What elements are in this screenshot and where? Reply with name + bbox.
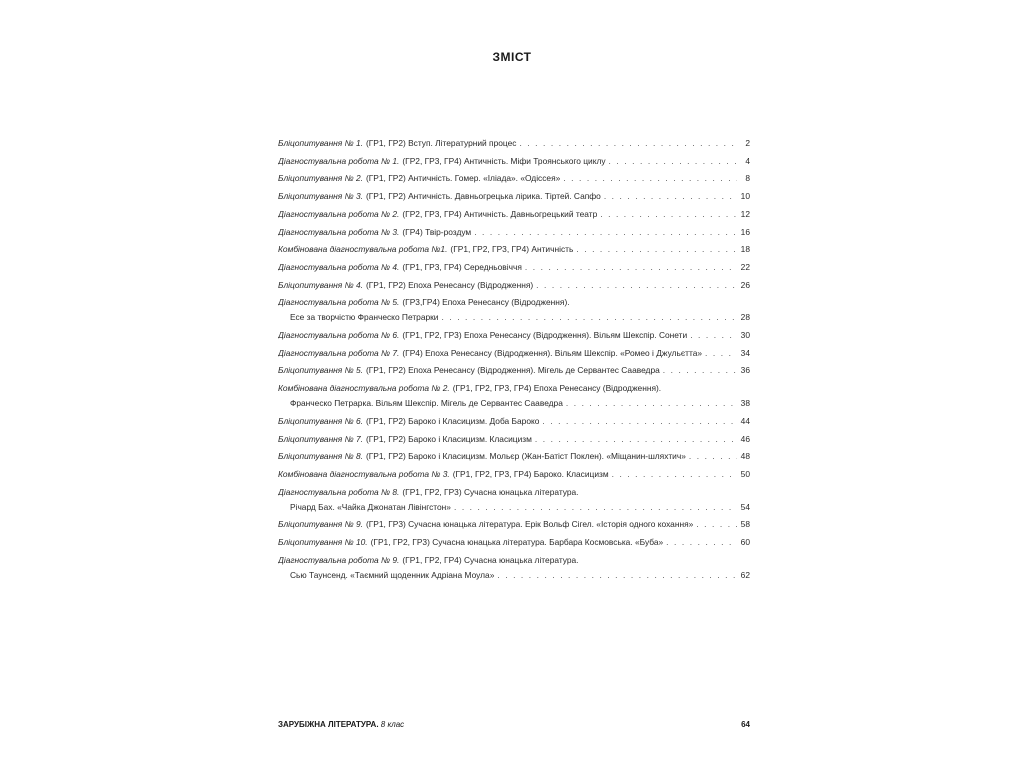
toc-entry-line xyxy=(278,280,750,295)
toc-entry xyxy=(278,469,750,484)
toc-entry-description: (ГР1, ГР2, ГР3, ГР4) Епоха Ренесансу (Відродження). xyxy=(452,383,662,394)
toc-entry-type: Комбінована діагностувальна робота № 2. xyxy=(278,383,450,394)
toc-entry-line xyxy=(278,469,750,484)
toc-entry-type: Бліцопитування № 10. xyxy=(278,537,368,547)
toc-entry-line xyxy=(278,365,750,380)
toc-leader-dots xyxy=(566,398,737,409)
toc-entry-description: (ГР1, ГР2, ГР3) Сучасна юнацька література. xyxy=(402,486,579,497)
toc-entry xyxy=(278,297,750,327)
toc-page-number: 22 xyxy=(740,261,750,272)
toc-page-number: 36 xyxy=(740,365,750,376)
toc-entry xyxy=(278,365,750,380)
toc-entry xyxy=(278,191,750,206)
toc-entry-type: Бліцопитування № 5. xyxy=(278,365,363,376)
toc-leader-dots xyxy=(454,502,737,513)
toc-entry-line xyxy=(278,312,750,327)
toc-page-number: 34 xyxy=(740,347,750,358)
toc-entry-type: Діагностувальна робота № 3. xyxy=(278,226,400,237)
toc-entry-description: (ГР1, ГР2, ГР3, ГР4) Античність xyxy=(450,244,574,255)
toc-entry-line xyxy=(278,156,750,171)
toc-entry xyxy=(278,173,750,188)
toc-entry xyxy=(278,348,750,363)
toc-entry-line xyxy=(278,297,750,312)
toc-page-number: 26 xyxy=(740,279,750,290)
toc-page-number: 10 xyxy=(740,191,750,202)
footer-book-name: ЗАРУБІЖНА ЛІТЕРАТУРА. xyxy=(278,720,379,729)
toc-entry xyxy=(278,416,750,431)
toc-leader-dots xyxy=(497,570,737,581)
toc-entry-description: (ГР1, ГР3, ГР4) Середньовіччя xyxy=(402,261,522,272)
footer-book-title xyxy=(278,720,404,729)
toc-entry-description: Франческо Петрарка. Вільям Шекспір. Мігель де Сервантес Сааведра xyxy=(290,398,563,409)
toc-entry-line xyxy=(278,383,750,398)
toc-entry-description: Сью Таунсенд. «Таємний щоденник Адріана Моула» xyxy=(290,569,495,580)
toc-entry-description: (ГР2, ГР3, ГР4) Античність. Міфи Троянського циклу xyxy=(402,155,606,166)
toc-entry-line xyxy=(278,191,750,206)
toc-page-number: 60 xyxy=(740,537,750,547)
toc-leader-dots xyxy=(525,262,737,273)
toc-entry-line xyxy=(278,227,750,242)
toc-entry xyxy=(278,451,750,466)
toc-page-number: 16 xyxy=(740,226,750,237)
toc-entry-line xyxy=(278,416,750,431)
toc-entry xyxy=(278,555,750,585)
toc-entry xyxy=(278,537,750,552)
toc-entry-line xyxy=(278,262,750,277)
toc-entry-description: (ГР1, ГР2) Бароко і Класицизм. Доба Бароко xyxy=(365,415,540,426)
toc-leader-dots xyxy=(563,173,737,184)
toc-entry xyxy=(278,383,750,413)
toc-entry-type: Бліцопитування № 1. xyxy=(278,138,363,148)
toc-entry-line xyxy=(278,555,750,570)
toc-page-number: 54 xyxy=(740,501,750,512)
toc-entry-description: (ГР1, ГР2, ГР3) Епоха Ренесансу (Відродження). Вільям Шекспір. Сонети xyxy=(402,330,688,340)
toc-page-number: 44 xyxy=(740,415,750,426)
toc-entry-type: Комбінована діагностувальна робота №1. xyxy=(278,244,448,255)
toc-entry xyxy=(278,434,750,449)
toc-entry-line xyxy=(278,502,750,517)
toc-entry-description: (ГР1, ГР2) Вступ. Літературний процес xyxy=(365,138,517,148)
toc-entry-type: Бліцопитування № 3. xyxy=(278,191,363,202)
toc-entry-type: Бліцопитування № 6. xyxy=(278,415,363,426)
toc-leader-dots xyxy=(535,434,737,445)
toc-entry-line xyxy=(278,434,750,449)
toc-entry-description: (ГР4) Епоха Ренесансу (Відродження). Вільям Шекспір. «Ромео і Джульєтта» xyxy=(402,347,703,358)
toc-entry-description: (ГР1, ГР2) Бароко і Класицизм. Класицизм xyxy=(365,433,532,444)
toc-page-number: 8 xyxy=(745,173,750,184)
toc-entry xyxy=(278,227,750,242)
toc-entry-description: (ГР2, ГР3, ГР4) Античність. Давньогрецький театр xyxy=(402,208,598,219)
toc-page-number: 18 xyxy=(740,244,750,255)
toc-entry-line xyxy=(278,209,750,224)
toc-entry-type: Діагностувальна робота № 7. xyxy=(278,347,400,358)
toc-entry-line xyxy=(278,173,750,188)
toc-leader-dots xyxy=(542,416,737,427)
footer-page-number: 64 xyxy=(741,720,750,729)
toc-leader-dots xyxy=(705,348,737,359)
toc-entry-type: Діагностувальна робота № 8. xyxy=(278,486,400,497)
toc-entry-description: (ГР4) Твір-роздум xyxy=(402,226,472,237)
toc-entry-line xyxy=(278,244,750,259)
toc-entry-type: Бліцопитування № 7. xyxy=(278,433,363,444)
toc-entry-description: (ГР1, ГР2, ГР4) Сучасна юнацька література. xyxy=(402,554,579,565)
toc-entry-type: Діагностувальна робота № 6. xyxy=(278,330,400,340)
toc-page-number: 2 xyxy=(745,138,750,148)
toc-entry xyxy=(278,156,750,171)
toc-leader-dots xyxy=(689,451,737,462)
toc-entry-description: (ГР1, ГР2, ГР3, ГР4) Бароко. Класицизм xyxy=(452,468,609,479)
toc-entry-type: Діагностувальна робота № 1. xyxy=(278,155,400,166)
toc-entry-type: Діагностувальна робота № 9. xyxy=(278,554,400,565)
toc-leader-dots xyxy=(536,280,737,291)
toc-leader-dots xyxy=(612,469,737,480)
toc-entry-type: Бліцопитування № 8. xyxy=(278,451,363,462)
toc-entry-description: (ГР1, ГР2) Епоха Ренесансу (Відродження) xyxy=(365,279,534,290)
toc-entry xyxy=(278,330,750,345)
toc-page-number: 62 xyxy=(740,569,750,580)
toc-leader-dots xyxy=(663,365,737,376)
toc-page-number: 38 xyxy=(740,398,750,409)
toc-entry-description: (ГР1, ГР3) Сучасна юнацька література. Ерік Вольф Сігел. «Історія одного кохання» xyxy=(365,519,694,530)
toc-leader-dots xyxy=(604,191,737,202)
toc-entry-line xyxy=(278,451,750,466)
toc-entry-line xyxy=(278,570,750,585)
toc-page-number: 12 xyxy=(740,208,750,219)
toc-leader-dots xyxy=(696,519,737,530)
toc-entry-type: Діагностувальна робота № 2. xyxy=(278,208,400,219)
footer-grade: 8 клас xyxy=(378,720,405,729)
toc-entry-description: (ГР1, ГР2, ГР3) Сучасна юнацька література. Барбара Космовська. «Буба» xyxy=(370,537,664,547)
toc-entry-type: Бліцопитування № 9. xyxy=(278,519,363,530)
toc-entry-description: Річард Бах. «Чайка Джонатан Лівінгстон» xyxy=(290,501,451,512)
toc-page-number: 50 xyxy=(740,468,750,479)
toc-page-number: 28 xyxy=(740,312,750,323)
toc-entry xyxy=(278,262,750,277)
toc-entry xyxy=(278,138,750,153)
toc-entry-line xyxy=(278,487,750,502)
toc-entry-line xyxy=(278,537,750,552)
toc-entry-type: Діагностувальна робота № 5. xyxy=(278,297,400,308)
toc-entry-description: (ГР3,ГР4) Епоха Ренесансу (Відродження). xyxy=(402,297,570,308)
toc-entry-description: (ГР1, ГР2) Бароко і Класицизм. Мольєр (Жан-Батіст Поклен). «Міщанин-шляхтич» xyxy=(365,451,686,462)
toc-page-number: 4 xyxy=(745,155,750,166)
toc-entry-description: (ГР1, ГР2) Античність. Давньогрецька лірика. Тіртей. Сапфо xyxy=(365,191,601,202)
toc-entry-type: Бліцопитування № 2. xyxy=(278,173,363,184)
toc-leader-dots xyxy=(666,537,737,548)
toc-leader-dots xyxy=(690,330,737,341)
page-title: ЗМІСТ xyxy=(492,50,532,64)
toc-entry xyxy=(278,209,750,224)
toc-leader-dots xyxy=(441,312,737,323)
toc-entry xyxy=(278,244,750,259)
toc-entry-type: Комбінована діагностувальна робота № 3. xyxy=(278,468,450,479)
toc-leader-dots xyxy=(519,138,737,149)
toc-entry-description: Есе за творчістю Франческо Петрарки xyxy=(290,312,439,323)
toc-leader-dots xyxy=(600,209,737,220)
toc-leader-dots xyxy=(609,156,737,167)
toc-entry-line xyxy=(278,519,750,534)
toc-entry-line xyxy=(278,138,750,153)
toc-entry-type: Бліцопитування № 4. xyxy=(278,279,363,290)
toc-entry-description: (ГР1, ГР2) Епоха Ренесансу (Відродження). Мігель де Сервантес Сааведра xyxy=(365,365,660,376)
toc-page-number: 48 xyxy=(740,451,750,462)
toc-entry xyxy=(278,519,750,534)
toc-page-number: 30 xyxy=(740,330,750,340)
toc-entry-line xyxy=(278,330,750,345)
toc-page-number: 58 xyxy=(740,519,750,530)
toc-entry xyxy=(278,487,750,517)
toc-leader-dots xyxy=(474,227,737,238)
toc-entry-line xyxy=(278,348,750,363)
toc-entry-type: Діагностувальна робота № 4. xyxy=(278,261,400,272)
toc-entry-description: (ГР1, ГР2) Античність. Гомер. «Іліада». «Одіссея» xyxy=(365,173,561,184)
toc-leader-dots xyxy=(576,244,737,255)
toc-page-number: 46 xyxy=(740,433,750,444)
toc-entry xyxy=(278,280,750,295)
toc-entry-line xyxy=(278,398,750,413)
